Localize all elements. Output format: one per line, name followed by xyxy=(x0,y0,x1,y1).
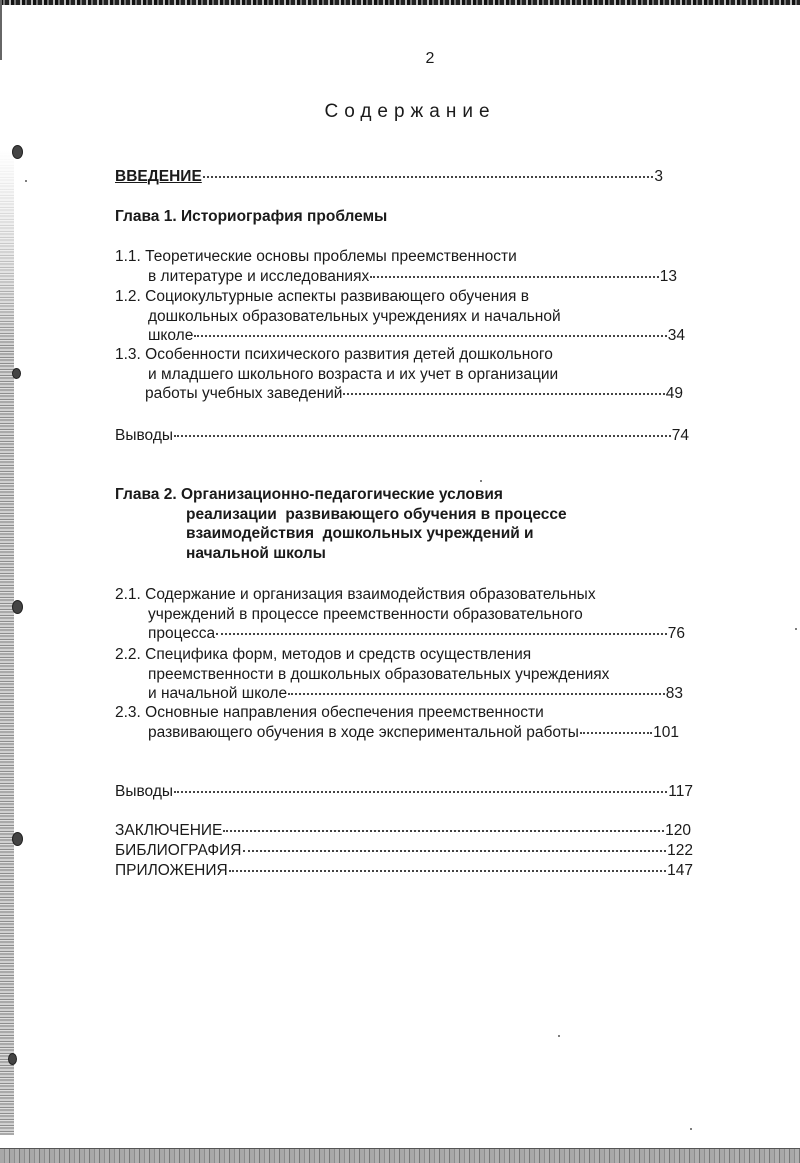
toc-entry-conclusion[interactable] xyxy=(115,821,691,841)
toc-page: 117 xyxy=(668,783,693,800)
toc-label: работы учебных заведений xyxy=(145,385,343,403)
toc-label: ПРИЛОЖЕНИЯ xyxy=(115,862,228,879)
dot-leader xyxy=(223,830,664,832)
chapter-heading-line: реализации развивающего обучения в процессе xyxy=(186,505,567,523)
toc-label: в литературе и исследованиях xyxy=(148,267,370,285)
dot-leader xyxy=(243,850,667,852)
toc-page: 101 xyxy=(653,723,679,741)
toc-line: 2.1. Содержание и организация взаимодействия образовательных xyxy=(115,586,596,603)
chapter-heading-line: взаимодействия дошкольных учреждений и xyxy=(186,525,534,543)
toc-entry-2-2[interactable] xyxy=(115,645,683,704)
toc-entry-2-3[interactable] xyxy=(115,703,679,742)
toc-line: 2.3. Основные направления обеспечения преемственности xyxy=(115,704,544,721)
toc-line: 1.2. Социокультурные аспекты развивающего обучения в xyxy=(115,288,529,305)
dot-leader xyxy=(203,176,654,178)
punch-hole-mark xyxy=(12,145,23,159)
page-number: 2 xyxy=(425,50,435,67)
punch-hole-mark xyxy=(8,1053,17,1065)
chapter-heading-line: начальной школы xyxy=(186,544,326,562)
toc-entry-1-3[interactable] xyxy=(115,345,683,404)
toc-page: 13 xyxy=(659,267,677,285)
toc-page: 122 xyxy=(667,842,693,859)
toc-line: 1.3. Особенности психического развития детей дошкольного xyxy=(115,346,553,363)
scan-speck xyxy=(690,1128,692,1130)
scan-speck xyxy=(795,628,797,630)
toc-label: ВВЕДЕНИЕ xyxy=(115,168,202,185)
toc-line: учреждений в процессе преемственности образовательного xyxy=(148,605,583,623)
toc-label: Выводы xyxy=(115,427,174,444)
toc-label: и начальной школе xyxy=(148,685,288,703)
toc-entry-appendices[interactable] xyxy=(115,861,693,881)
dot-leader xyxy=(343,393,664,395)
toc-entry-intro[interactable] xyxy=(115,167,663,187)
toc-entry-chapter-2-conclusions[interactable] xyxy=(115,782,693,802)
toc-label: Выводы xyxy=(115,783,174,800)
scan-speck xyxy=(25,180,27,182)
toc-page: 76 xyxy=(667,625,685,643)
toc-page: 34 xyxy=(667,327,685,345)
chapter-1-heading: Глава 1. Историография проблемы xyxy=(115,208,388,225)
toc-line: преемственности в дошкольных образовательных учреждениях xyxy=(148,665,610,683)
toc-page: 3 xyxy=(654,168,663,185)
toc-line: дошкольных образовательных учреждениях и начальной xyxy=(148,307,561,325)
dot-leader xyxy=(174,435,671,437)
toc-label: БИБЛИОГРАФИЯ xyxy=(115,842,242,859)
dot-leader xyxy=(174,791,667,793)
scan-left-fade xyxy=(0,150,14,350)
dot-leader xyxy=(580,732,652,734)
scan-top-edge xyxy=(0,0,800,5)
toc-page: 147 xyxy=(667,862,693,879)
toc-line: 2.2. Специфика форм, методов и средств осуществления xyxy=(115,646,532,663)
page-title: Содержание xyxy=(324,101,496,122)
toc-entry-chapter-1-conclusions[interactable] xyxy=(115,426,689,446)
toc-page: 74 xyxy=(671,427,689,444)
toc-page: 83 xyxy=(665,685,683,703)
toc-entry-2-1[interactable] xyxy=(115,585,685,644)
dot-leader xyxy=(288,693,665,695)
dot-leader xyxy=(229,870,666,872)
dot-leader xyxy=(216,633,667,635)
toc-entry-bibliography[interactable] xyxy=(115,841,693,861)
toc-label: процесса xyxy=(148,625,216,643)
chapter-2-heading xyxy=(115,485,690,563)
punch-hole-mark xyxy=(12,832,23,846)
chapter-heading-line: Глава 2. Организационно-педагогические условия xyxy=(115,486,503,503)
toc-label: ЗАКЛЮЧЕНИЕ xyxy=(115,822,223,839)
toc-page: 120 xyxy=(665,822,691,839)
toc-label: развивающего обучения в ходе экспериментальной работы xyxy=(148,723,579,741)
toc-entry-1-2[interactable] xyxy=(115,287,685,346)
toc-line: и младшего школьного возраста и их учет в организации xyxy=(148,365,559,383)
scan-bottom-edge xyxy=(0,1148,800,1163)
toc-page: 49 xyxy=(665,385,683,403)
scan-speck xyxy=(558,1035,560,1037)
toc-line: 1.1. Теоретические основы проблемы преемственности xyxy=(115,248,517,265)
dot-leader xyxy=(194,335,666,337)
punch-hole-mark xyxy=(12,368,21,379)
punch-hole-mark xyxy=(12,600,23,614)
toc-label: школе xyxy=(148,327,194,345)
toc-entry-1-1[interactable] xyxy=(115,247,677,286)
scan-speck xyxy=(480,480,482,482)
dot-leader xyxy=(370,276,659,278)
